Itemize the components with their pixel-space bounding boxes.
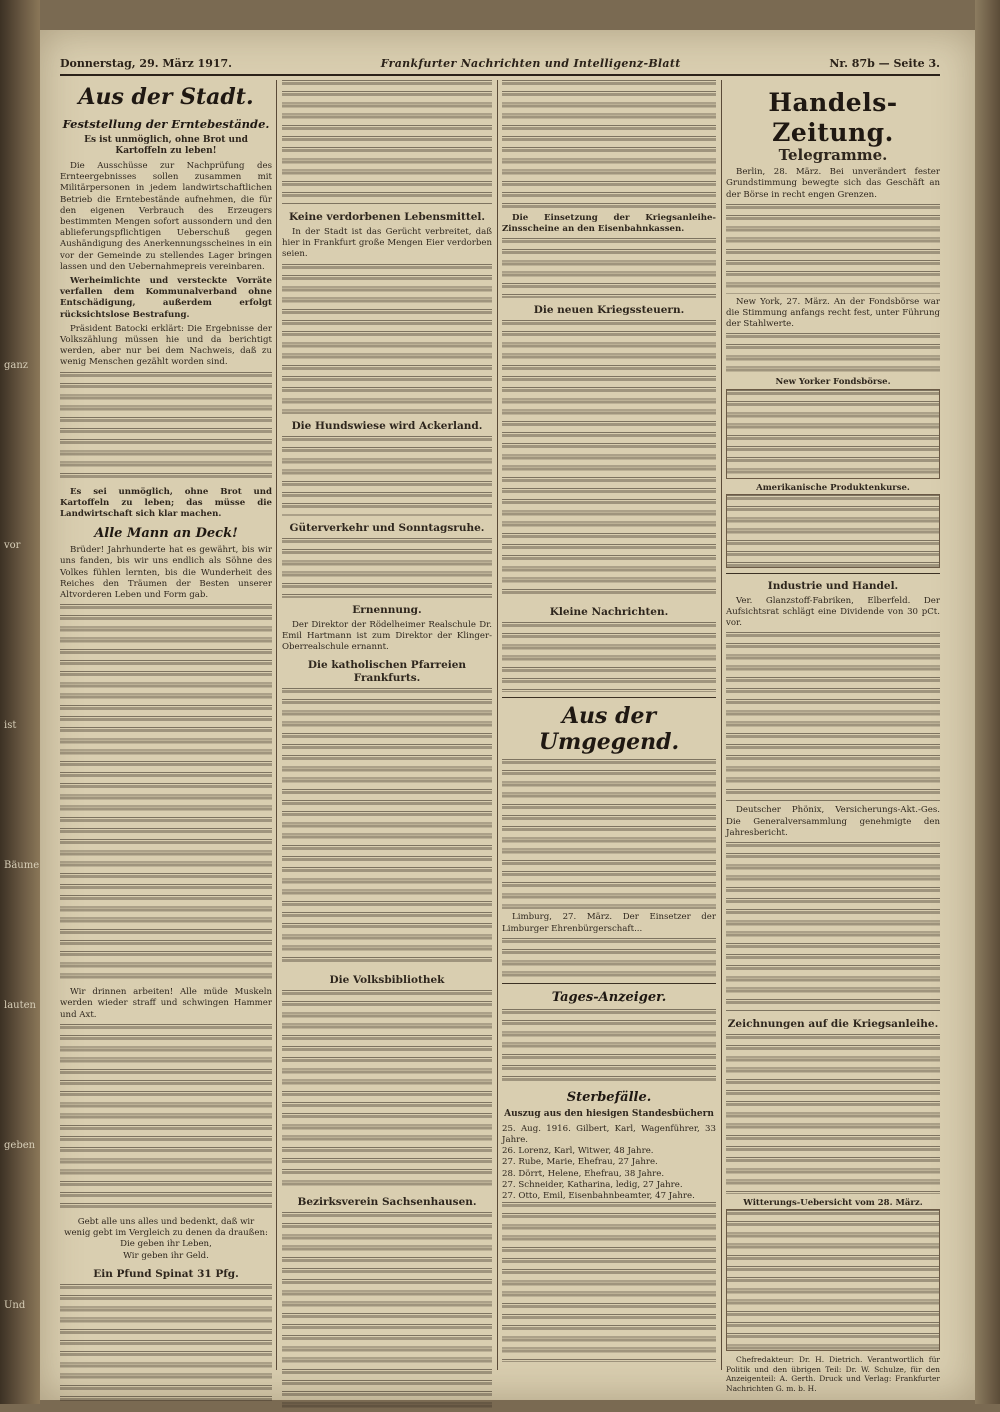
text-block: [502, 622, 716, 692]
text-block: [60, 1024, 272, 1214]
table-title: Witterungs-Uebersicht vom 28. März.: [743, 1198, 923, 1209]
article-title: Güterverkehr und Sonntagsruhe.: [289, 521, 485, 534]
verse-line: Die geben ihr Leben,: [120, 1239, 212, 1250]
article-paragraph: Präsident Batocki erklärt: Die Ergebnisse der Volkszählung müssen hie und da berichtigt werden, aber nur bei dem Nachweis, daß zu wenig Menschen gezählt worden sind.: [60, 323, 272, 368]
text-block: [502, 938, 716, 978]
article-paragraph: Limburg, 27. März. Der Einsetzer der Limburger Ehrenbürgerschaft...: [502, 912, 716, 934]
column-city-news: [282, 80, 492, 1370]
article-title: Kleine Nachrichten.: [549, 606, 669, 619]
text-block: [282, 264, 492, 414]
header-date: Donnerstag, 29. März 1917.: [60, 56, 233, 70]
weather-table: [726, 1209, 940, 1351]
article-title: Ein Pfund Spinat 31 Pfg.: [93, 1267, 239, 1280]
section-title: Aus der Stadt.: [78, 84, 254, 110]
article-paragraph: New York, 27. März. An der Fondsbörse war die Stimmung anfangs recht fest, unter Führung der Stahlwerte.: [726, 296, 940, 330]
text-block: [502, 320, 716, 600]
table-title: Amerikanische Produktenkurse.: [756, 482, 910, 493]
article-title: Die Volksbibliothek: [329, 974, 445, 987]
column-rule: [497, 80, 498, 1370]
article-title: Zeichnungen auf die Kriegsanleihe.: [727, 1018, 939, 1031]
verse-line: Gebt alle uns alles und bedenkt, daß wir: [77, 1216, 255, 1227]
text-block: [502, 759, 716, 909]
book-spine: [0, 0, 40, 1404]
text-block: [502, 1009, 716, 1084]
divider: [502, 983, 716, 984]
article-paragraph: Die Ausschüsse zur Nachprüfung des Ernteergebnisses sollen zusammen mit Militärpersonen in jedem landwirtschaftlichen Betrieb die Erntebestände aufnehmen, die für den eigenen Verbrauch des Erzeugers bestimmten Mengen sofort aussondern und den ablieferungspflichtigen Ueberschuß gegen Aushändigung des Anerkennungsscheines in ein vor der Gemeinde zu stellendes Lager bringen lassen und den Uebernahmepreis vereinbaren.: [60, 161, 272, 272]
section-subtitle: Telegramme.: [778, 146, 888, 164]
spine-fragment: lauten: [4, 1000, 36, 1011]
article-subtitle: Es ist unmöglich, ohne Brot und Kartoffeln zu leben!: [84, 135, 248, 156]
column-rule: [276, 80, 277, 1370]
text-block: [726, 333, 940, 373]
divider: [726, 573, 940, 574]
article-paragraph: Wir drinnen arbeiten! Alle müde Muskeln werden wieder straff und schwingen Hammer und Axt.: [60, 987, 272, 1020]
text-block: [282, 990, 492, 1190]
article-paragraph: Die Einsetzung der Kriegsanleihe-Zinsscheine an den Eisenbahnkassen.: [502, 213, 716, 235]
spine-fragment: ganz: [4, 360, 29, 371]
section-title: Tages-Anzeiger.: [551, 989, 667, 1005]
article-title: Feststellung der Erntebestände.: [62, 117, 270, 131]
article-title: Keine verdorbenen Lebensmittel.: [288, 211, 486, 223]
text-block: [282, 436, 492, 516]
text-block: [282, 538, 492, 598]
column-local-news: [60, 80, 272, 1370]
text-block: [60, 372, 272, 484]
header-title: Frankfurter Nachrichten und Intelligenz-Blatt: [380, 56, 681, 70]
text-block: [60, 1284, 272, 1404]
spine-fragment: geben: [4, 1140, 36, 1151]
newspaper-page: [40, 30, 975, 1400]
text-block: [726, 632, 940, 802]
article-paragraph: Ver. Glanzstoff-Fabriken, Elberfeld. Der Aufsichtsrat schlägt eine Dividende von 30 pCt. vor.: [726, 595, 940, 629]
death-notice: 25. Aug. 1916. Gilbert, Karl, Wagenführer, 33 Jahre.: [502, 1123, 716, 1146]
article-title: Die neuen Kriegssteuern.: [533, 304, 685, 317]
section-title: Handels-Zeitung.: [768, 88, 898, 147]
stock-table: [726, 389, 940, 479]
section-title: Sterbefälle.: [566, 1089, 652, 1105]
imprint: Chefredakteur: Dr. H. Dietrich. Verantwortlich für Politik und den übrigen Teil: Dr. W. Schulze, für den Anzeigenteil: A. Gerth. Druck und Verlag: Frankfurter Nachrichten G. m. b. H.: [726, 1355, 940, 1393]
text-block: [726, 204, 940, 294]
text-block: [726, 1034, 940, 1194]
section-subtitle: Auszug aus den hiesigen Standesbüchern: [504, 1108, 714, 1119]
page-header: [60, 52, 940, 76]
text-block: [502, 80, 716, 210]
divider: [502, 697, 716, 698]
article-title: Die Hundswiese wird Ackerland.: [291, 419, 483, 432]
column-business: [726, 80, 940, 1393]
article-title: Bezirksverein Sachsenhausen.: [297, 1196, 477, 1209]
section-title: Aus der Umgegend.: [538, 703, 680, 756]
commodity-table: [726, 494, 940, 568]
verse-line: wenig gebt im Vergleich zu denen da draußen:: [64, 1228, 268, 1239]
death-notice: 27. Schneider, Katharina, ledig, 27 Jahre.: [502, 1179, 683, 1190]
article-paragraph: Brüder! Jahrhunderte hat es gewährt, bis wir uns fanden, bis wir uns endlich als Söhne des Volkes fühlen lernten, bis die Wunderheit des Reiches den Träumen der Besten unserer Altvorderen Leben und Form gab.: [60, 545, 272, 601]
text-block: [726, 842, 940, 1012]
spine-fragment: ist: [4, 720, 17, 731]
text-block: [282, 80, 492, 205]
death-notice: 28. Dörrt, Helene, Ehefrau, 38 Jahre.: [502, 1168, 665, 1179]
text-block: [502, 238, 716, 298]
spine-fragment: vor: [4, 540, 21, 551]
article-paragraph: Deutscher Phönix, Versicherungs-Akt.-Ges. Die Generalversammlung genehmigte den Jahresbericht.: [726, 805, 940, 838]
table-title: New Yorker Fondsbörse.: [775, 377, 891, 388]
text-block: [282, 688, 492, 968]
text-block: [502, 1202, 716, 1362]
article-paragraph: In der Stadt ist das Gerücht verbreitet, daß hier in Frankfurt große Mengen Eier verdorben seien.: [282, 227, 492, 260]
article-title: Ernennung.: [352, 603, 422, 616]
column-region-news: [502, 80, 716, 1370]
death-notice: 27. Rube, Marie, Ehefrau, 27 Jahre.: [502, 1157, 658, 1168]
death-notice: 26. Lorenz, Karl, Witwer, 48 Jahre.: [502, 1146, 654, 1157]
verse: [60, 1217, 272, 1262]
spine-fragment: Und: [4, 1300, 26, 1311]
column-rule: [721, 80, 722, 1370]
article-paragraph: Der Direktor der Rödelheimer Realschule Dr. Emil Hartmann ist zum Direktor der Klinger-Oberrealschule ernannt.: [282, 619, 492, 653]
verse-line: Wir geben ihr Geld.: [123, 1250, 209, 1261]
article-paragraph: Es sei unmöglich, ohne Brot und Kartoffeln zu leben; das müsse die Landwirtschaft sich klar machen.: [60, 486, 272, 520]
article-paragraph: Berlin, 28. März. Bei unverändert fester Grundstimmung bewegte sich das Geschäft an der Börse in recht engen Grenzen.: [726, 167, 940, 200]
text-block: [60, 604, 272, 984]
header-page-number: Nr. 87b — Seite 3.: [829, 56, 940, 70]
article-title: Industrie und Handel.: [767, 579, 899, 592]
death-notice: 27. Otto, Emil, Eisenbahnbeamter, 47 Jahre.: [502, 1191, 695, 1202]
article-title: Die katholischen Pfarreien Frankfurts.: [307, 659, 467, 685]
article-title: Alle Mann an Deck!: [94, 526, 238, 542]
article-paragraph: Werheimlichte und versteckte Vorräte verfallen dem Kommunalverband ohne Entschädigung, außerdem erfolgt rücksichtslose Bestrafung.: [60, 276, 272, 320]
text-block: [282, 1212, 492, 1412]
spine-fragment: Bäume: [4, 860, 40, 871]
page-edge: [975, 0, 1000, 1404]
